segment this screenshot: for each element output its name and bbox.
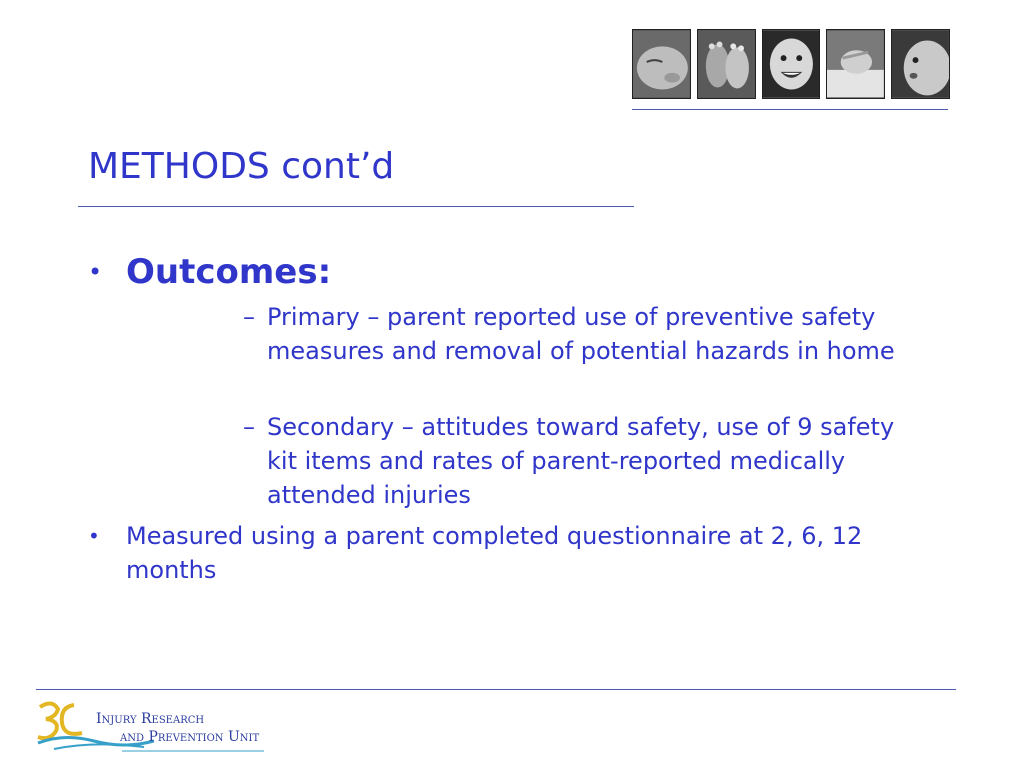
photo-strip [632,29,950,99]
baby-hand-photo [826,29,885,99]
sub-bullet-text: Primary – parent reported use of preventive safety measures and removal of potential hazards in home [267,303,895,365]
footer-divider [36,689,956,690]
bullet-text: Measured using a parent completed questionnaire at 2, 6, 12 months [126,522,863,584]
baby-looking-up-photo [891,29,950,99]
sub-bullet-marker: – [243,303,255,331]
baby-feet-photo [697,29,756,99]
logo-line-2: and Prevention Unit [120,729,260,745]
bullet-marker: • [88,258,103,286]
sub-bullet-marker: – [243,413,255,441]
baby-sleeping-photo [632,29,691,99]
slide-title: METHODS cont’d [88,146,395,187]
header-divider [632,109,948,110]
sub-bullet-text: Secondary – attitudes toward safety, use of 9 safety kit items and rates of parent-reported medically attended injuries [267,413,895,509]
bullet-text: Outcomes: [126,252,332,292]
logo-wordmark [96,710,259,746]
title-divider [78,206,634,207]
bullet-marker: • [88,524,100,548]
baby-smiling-photo [762,29,821,99]
logo-line-1: Injury Research [96,711,205,727]
